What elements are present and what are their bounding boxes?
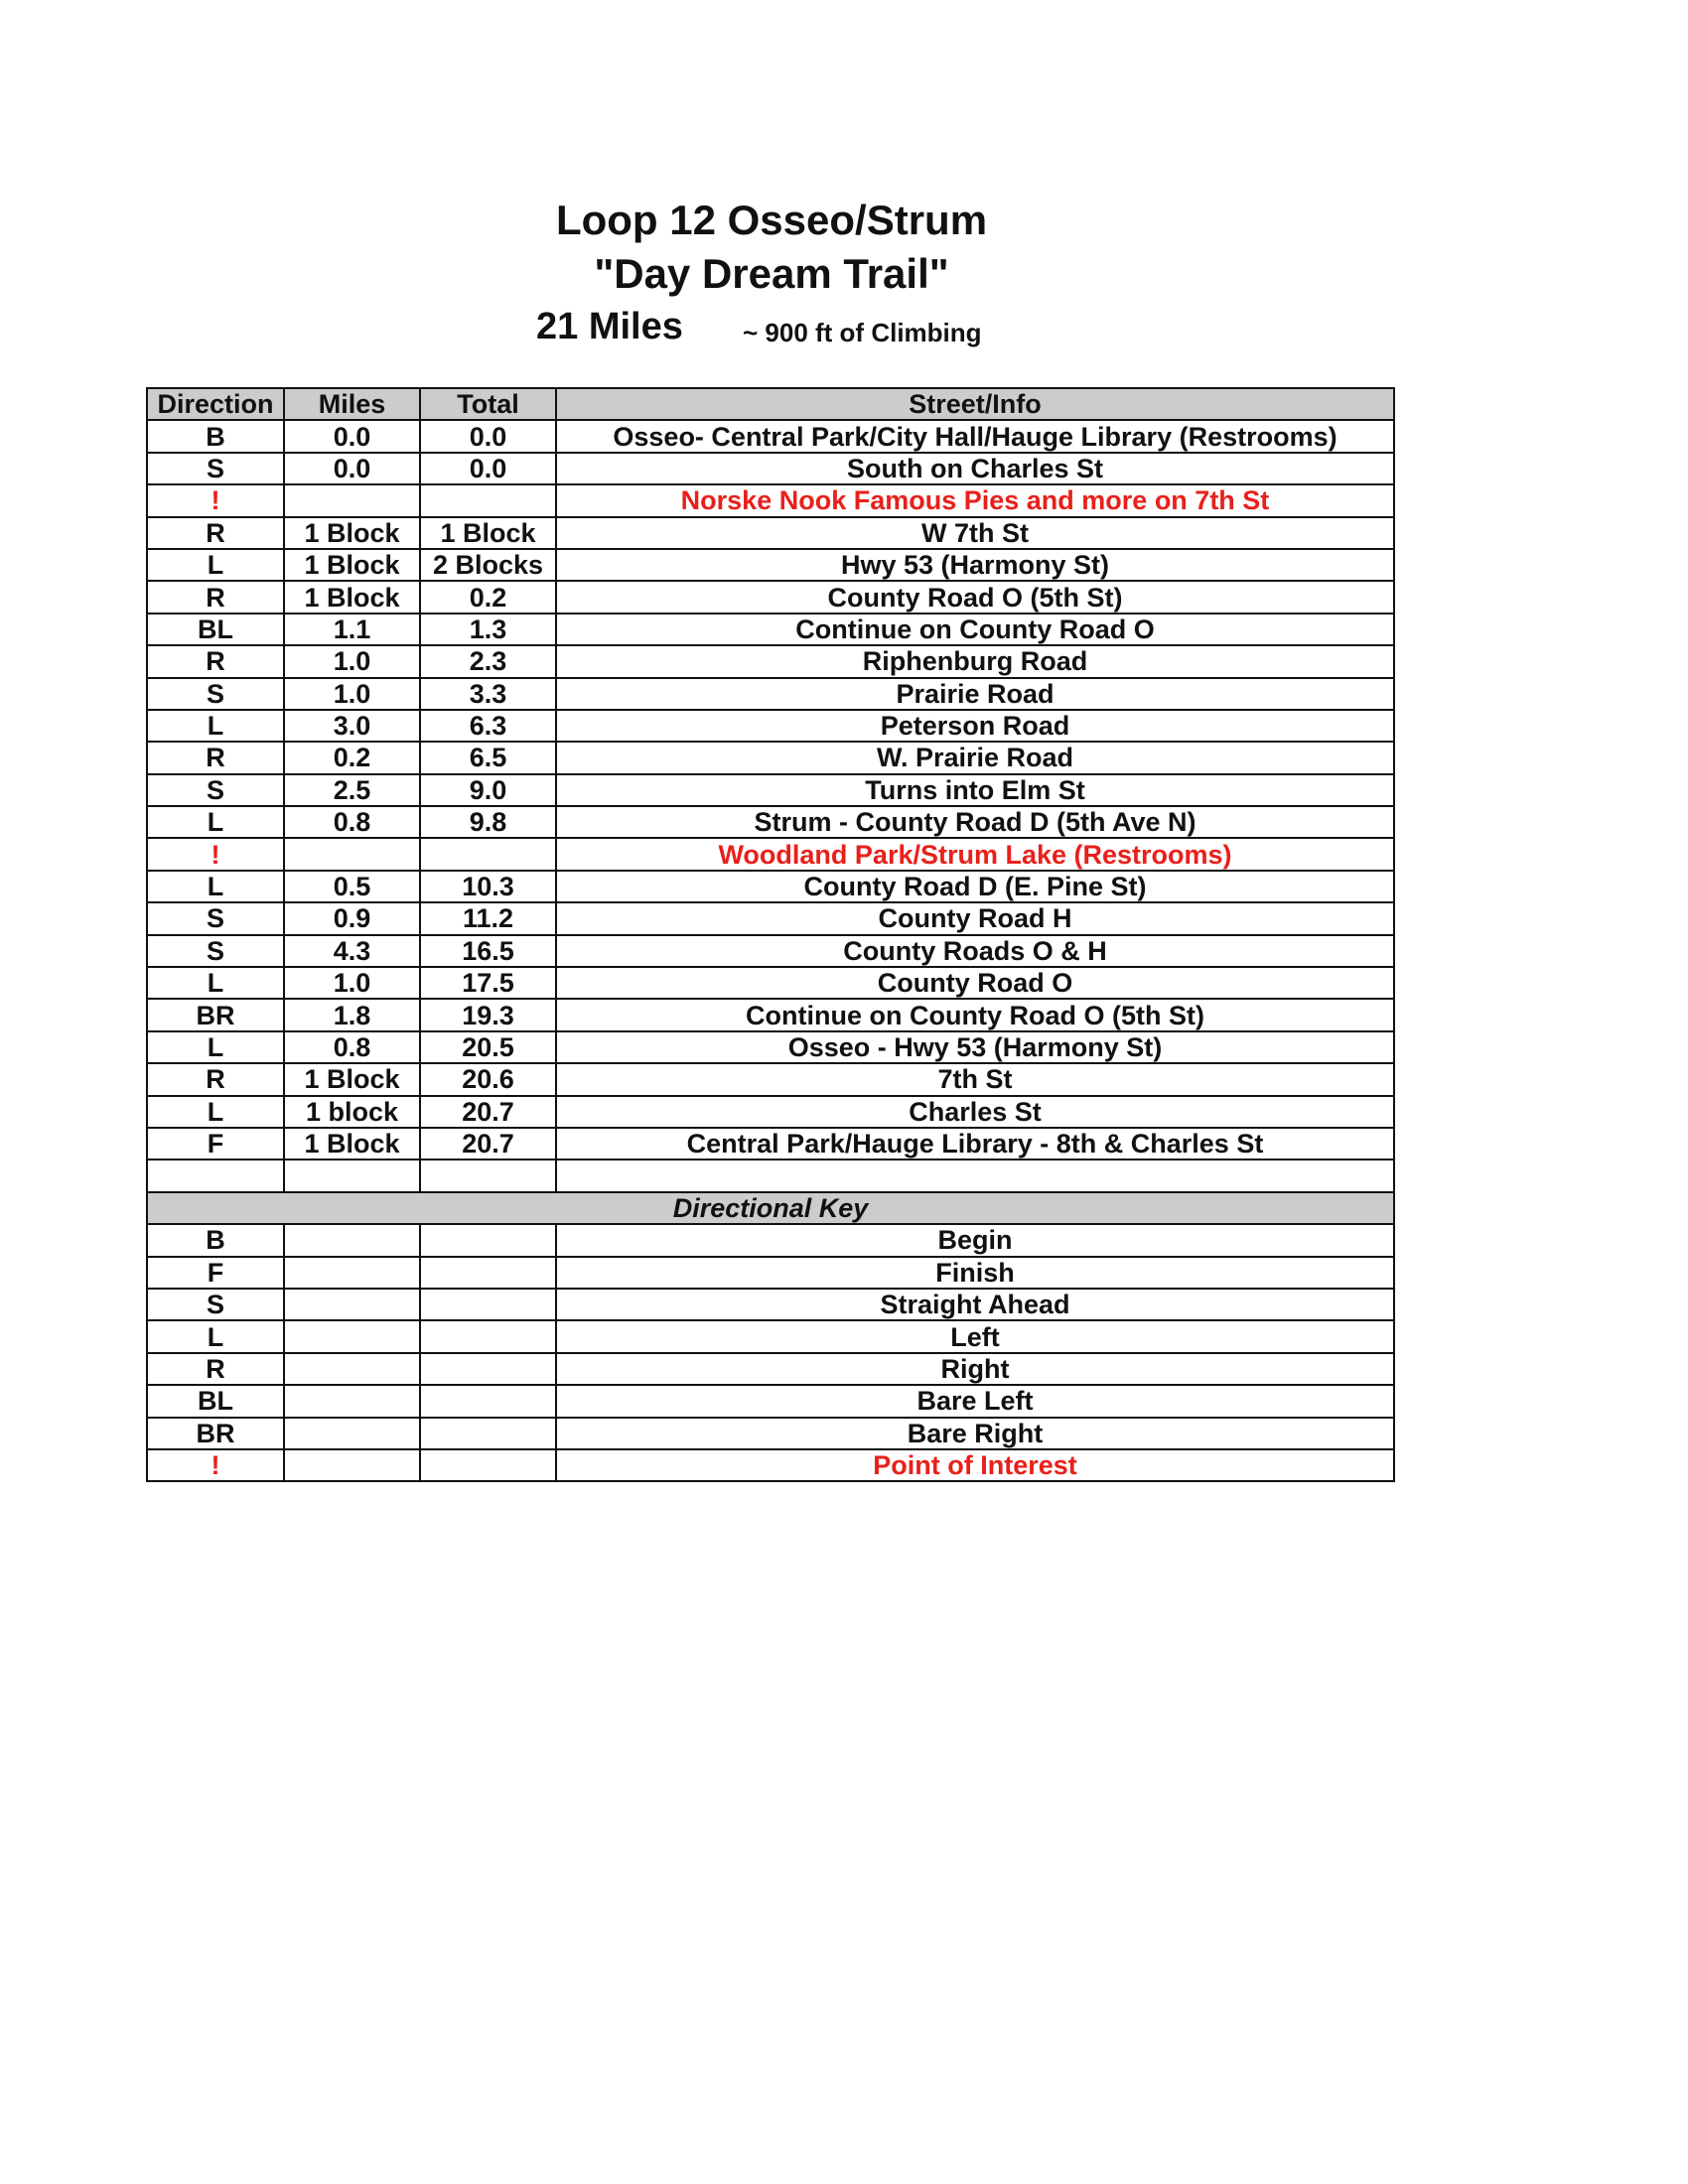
- total-cell: 20.7: [420, 1128, 556, 1160]
- miles-cell: [284, 1160, 420, 1191]
- key-meaning-cell: Straight Ahead: [556, 1289, 1394, 1320]
- key-empty-cell: [284, 1320, 420, 1352]
- street-info-cell: Osseo- Central Park/City Hall/Hauge Library (Restrooms): [556, 420, 1394, 452]
- street-info-cell: South on Charles St: [556, 453, 1394, 484]
- route-distance: 21 Miles: [536, 306, 683, 347]
- total-cell: 20.7: [420, 1096, 556, 1128]
- miles-cell: 1 block: [284, 1096, 420, 1128]
- direction-cell: !: [147, 484, 284, 516]
- key-row: [147, 1418, 1394, 1449]
- street-info-cell: W 7th St: [556, 517, 1394, 549]
- total-cell: 10.3: [420, 871, 556, 902]
- key-row: [147, 1449, 1394, 1481]
- miles-cell: 4.3: [284, 935, 420, 967]
- table-row: [147, 871, 1394, 902]
- direction-cell: R: [147, 517, 284, 549]
- direction-cell: S: [147, 935, 284, 967]
- total-cell: 2 Blocks: [420, 549, 556, 581]
- miles-cell: 0.9: [284, 902, 420, 934]
- street-info-cell: Woodland Park/Strum Lake (Restrooms): [556, 838, 1394, 870]
- key-direction-cell: S: [147, 1289, 284, 1320]
- key-direction-cell: !: [147, 1449, 284, 1481]
- total-cell: 0.0: [420, 453, 556, 484]
- key-empty-cell: [420, 1224, 556, 1256]
- direction-cell: B: [147, 420, 284, 452]
- key-empty-cell: [420, 1257, 556, 1289]
- direction-cell: S: [147, 453, 284, 484]
- direction-cell: S: [147, 678, 284, 710]
- route-climbing: ~ 900 ft of Climbing: [743, 318, 982, 347]
- directional-key-heading: Directional Key: [147, 1192, 1394, 1224]
- key-direction-cell: F: [147, 1257, 284, 1289]
- total-cell: 1.3: [420, 614, 556, 645]
- street-info-cell: Turns into Elm St: [556, 774, 1394, 806]
- table-row: [147, 453, 1394, 484]
- directional-key-heading-row: [147, 1192, 1394, 1224]
- key-empty-cell: [284, 1224, 420, 1256]
- table-row: [147, 710, 1394, 742]
- direction-cell: R: [147, 581, 284, 613]
- key-empty-cell: [284, 1257, 420, 1289]
- key-row: [147, 1289, 1394, 1320]
- direction-cell: !: [147, 838, 284, 870]
- key-direction-cell: L: [147, 1320, 284, 1352]
- direction-cell: F: [147, 1128, 284, 1160]
- key-empty-cell: [284, 1449, 420, 1481]
- total-cell: 9.8: [420, 806, 556, 838]
- total-cell: [420, 838, 556, 870]
- column-header-direction: Direction: [147, 388, 284, 420]
- key-meaning-cell: Left: [556, 1320, 1394, 1352]
- table-row: [147, 935, 1394, 967]
- street-info-cell: Charles St: [556, 1096, 1394, 1128]
- table-row: [147, 1031, 1394, 1063]
- table-row: [147, 902, 1394, 934]
- miles-cell: 0.8: [284, 806, 420, 838]
- street-info-cell: Continue on County Road O (5th St): [556, 999, 1394, 1030]
- table-row: [147, 484, 1394, 516]
- miles-cell: 1.0: [284, 678, 420, 710]
- total-cell: 0.0: [420, 420, 556, 452]
- key-row: [147, 1385, 1394, 1417]
- miles-cell: 0.0: [284, 453, 420, 484]
- total-cell: 3.3: [420, 678, 556, 710]
- table-row: [147, 549, 1394, 581]
- direction-cell: S: [147, 902, 284, 934]
- street-info-cell: County Road O: [556, 967, 1394, 999]
- miles-cell: 0.0: [284, 420, 420, 452]
- cue-sheet-table: [146, 387, 1395, 1482]
- street-info-cell: County Road H: [556, 902, 1394, 934]
- total-cell: 17.5: [420, 967, 556, 999]
- key-meaning-cell: Bare Left: [556, 1385, 1394, 1417]
- key-meaning-cell: Begin: [556, 1224, 1394, 1256]
- street-info-cell: Norske Nook Famous Pies and more on 7th St: [556, 484, 1394, 516]
- key-empty-cell: [284, 1385, 420, 1417]
- key-empty-cell: [420, 1320, 556, 1352]
- miles-cell: 1.1: [284, 614, 420, 645]
- key-empty-cell: [420, 1385, 556, 1417]
- direction-cell: R: [147, 742, 284, 773]
- key-direction-cell: R: [147, 1353, 284, 1385]
- column-header-street-info: Street/Info: [556, 388, 1394, 420]
- cue-rows: [147, 420, 1394, 1191]
- key-meaning-cell: Point of Interest: [556, 1449, 1394, 1481]
- table-row: [147, 1160, 1394, 1191]
- direction-cell: L: [147, 1031, 284, 1063]
- key-row: [147, 1320, 1394, 1352]
- miles-cell: 1 Block: [284, 1128, 420, 1160]
- total-cell: [420, 484, 556, 516]
- table-row: [147, 742, 1394, 773]
- direction-cell: L: [147, 967, 284, 999]
- street-info-cell: Peterson Road: [556, 710, 1394, 742]
- key-meaning-cell: Bare Right: [556, 1418, 1394, 1449]
- total-cell: 20.6: [420, 1063, 556, 1095]
- total-cell: 9.0: [420, 774, 556, 806]
- total-cell: 2.3: [420, 645, 556, 677]
- table-row: [147, 838, 1394, 870]
- miles-cell: 0.8: [284, 1031, 420, 1063]
- key-empty-cell: [420, 1418, 556, 1449]
- street-info-cell: Osseo - Hwy 53 (Harmony St): [556, 1031, 1394, 1063]
- column-header-miles: Miles: [284, 388, 420, 420]
- miles-cell: 0.2: [284, 742, 420, 773]
- street-info-cell: County Roads O & H: [556, 935, 1394, 967]
- total-cell: 1 Block: [420, 517, 556, 549]
- direction-cell: S: [147, 774, 284, 806]
- miles-cell: 1 Block: [284, 549, 420, 581]
- miles-cell: 1 Block: [284, 1063, 420, 1095]
- street-info-cell: Central Park/Hauge Library - 8th & Charles St: [556, 1128, 1394, 1160]
- table-row: [147, 420, 1394, 452]
- miles-cell: 0.5: [284, 871, 420, 902]
- direction-cell: L: [147, 871, 284, 902]
- key-row: [147, 1257, 1394, 1289]
- table-row: [147, 678, 1394, 710]
- table-row: [147, 967, 1394, 999]
- total-cell: 11.2: [420, 902, 556, 934]
- total-cell: [420, 1160, 556, 1191]
- table-row: [147, 806, 1394, 838]
- table-row: [147, 645, 1394, 677]
- street-info-cell: Continue on County Road O: [556, 614, 1394, 645]
- miles-cell: [284, 838, 420, 870]
- miles-cell: [284, 484, 420, 516]
- key-direction-cell: BL: [147, 1385, 284, 1417]
- route-nickname: "Day Dream Trail": [594, 250, 949, 297]
- street-info-cell: County Road O (5th St): [556, 581, 1394, 613]
- miles-cell: 2.5: [284, 774, 420, 806]
- miles-cell: 1.0: [284, 645, 420, 677]
- key-direction-cell: BR: [147, 1418, 284, 1449]
- total-cell: 6.3: [420, 710, 556, 742]
- direction-cell: BL: [147, 614, 284, 645]
- table-row: [147, 517, 1394, 549]
- key-meaning-cell: Right: [556, 1353, 1394, 1385]
- miles-cell: 1 Block: [284, 517, 420, 549]
- miles-cell: 1 Block: [284, 581, 420, 613]
- direction-cell: R: [147, 645, 284, 677]
- key-empty-cell: [284, 1353, 420, 1385]
- table-header-row: [147, 388, 1394, 420]
- route-title: Loop 12 Osseo/Strum: [555, 197, 988, 243]
- table-row: [147, 614, 1394, 645]
- table-row: [147, 1128, 1394, 1160]
- miles-cell: 3.0: [284, 710, 420, 742]
- street-info-cell: County Road D (E. Pine St): [556, 871, 1394, 902]
- street-info-cell: Riphenburg Road: [556, 645, 1394, 677]
- direction-cell: R: [147, 1063, 284, 1095]
- key-meaning-cell: Finish: [556, 1257, 1394, 1289]
- table-row: [147, 1096, 1394, 1128]
- key-empty-cell: [420, 1353, 556, 1385]
- key-row: [147, 1353, 1394, 1385]
- total-cell: 20.5: [420, 1031, 556, 1063]
- table-row: [147, 581, 1394, 613]
- directional-key: [147, 1192, 1394, 1482]
- key-row: [147, 1224, 1394, 1256]
- table-row: [147, 1063, 1394, 1095]
- total-cell: 0.2: [420, 581, 556, 613]
- total-cell: 16.5: [420, 935, 556, 967]
- key-empty-cell: [284, 1418, 420, 1449]
- total-cell: 6.5: [420, 742, 556, 773]
- miles-cell: 1.0: [284, 967, 420, 999]
- direction-cell: L: [147, 1096, 284, 1128]
- key-empty-cell: [420, 1449, 556, 1481]
- key-empty-cell: [420, 1289, 556, 1320]
- street-info-cell: W. Prairie Road: [556, 742, 1394, 773]
- street-info-cell: Hwy 53 (Harmony St): [556, 549, 1394, 581]
- miles-cell: 1.8: [284, 999, 420, 1030]
- street-info-cell: 7th St: [556, 1063, 1394, 1095]
- key-empty-cell: [284, 1289, 420, 1320]
- direction-cell: L: [147, 710, 284, 742]
- column-header-total: Total: [420, 388, 556, 420]
- street-info-cell: Strum - County Road D (5th Ave N): [556, 806, 1394, 838]
- table-row: [147, 774, 1394, 806]
- street-info-cell: [556, 1160, 1394, 1191]
- direction-cell: [147, 1160, 284, 1191]
- street-info-cell: Prairie Road: [556, 678, 1394, 710]
- direction-cell: L: [147, 806, 284, 838]
- direction-cell: BR: [147, 999, 284, 1030]
- table-row: [147, 999, 1394, 1030]
- direction-cell: L: [147, 549, 284, 581]
- key-direction-cell: B: [147, 1224, 284, 1256]
- total-cell: 19.3: [420, 999, 556, 1030]
